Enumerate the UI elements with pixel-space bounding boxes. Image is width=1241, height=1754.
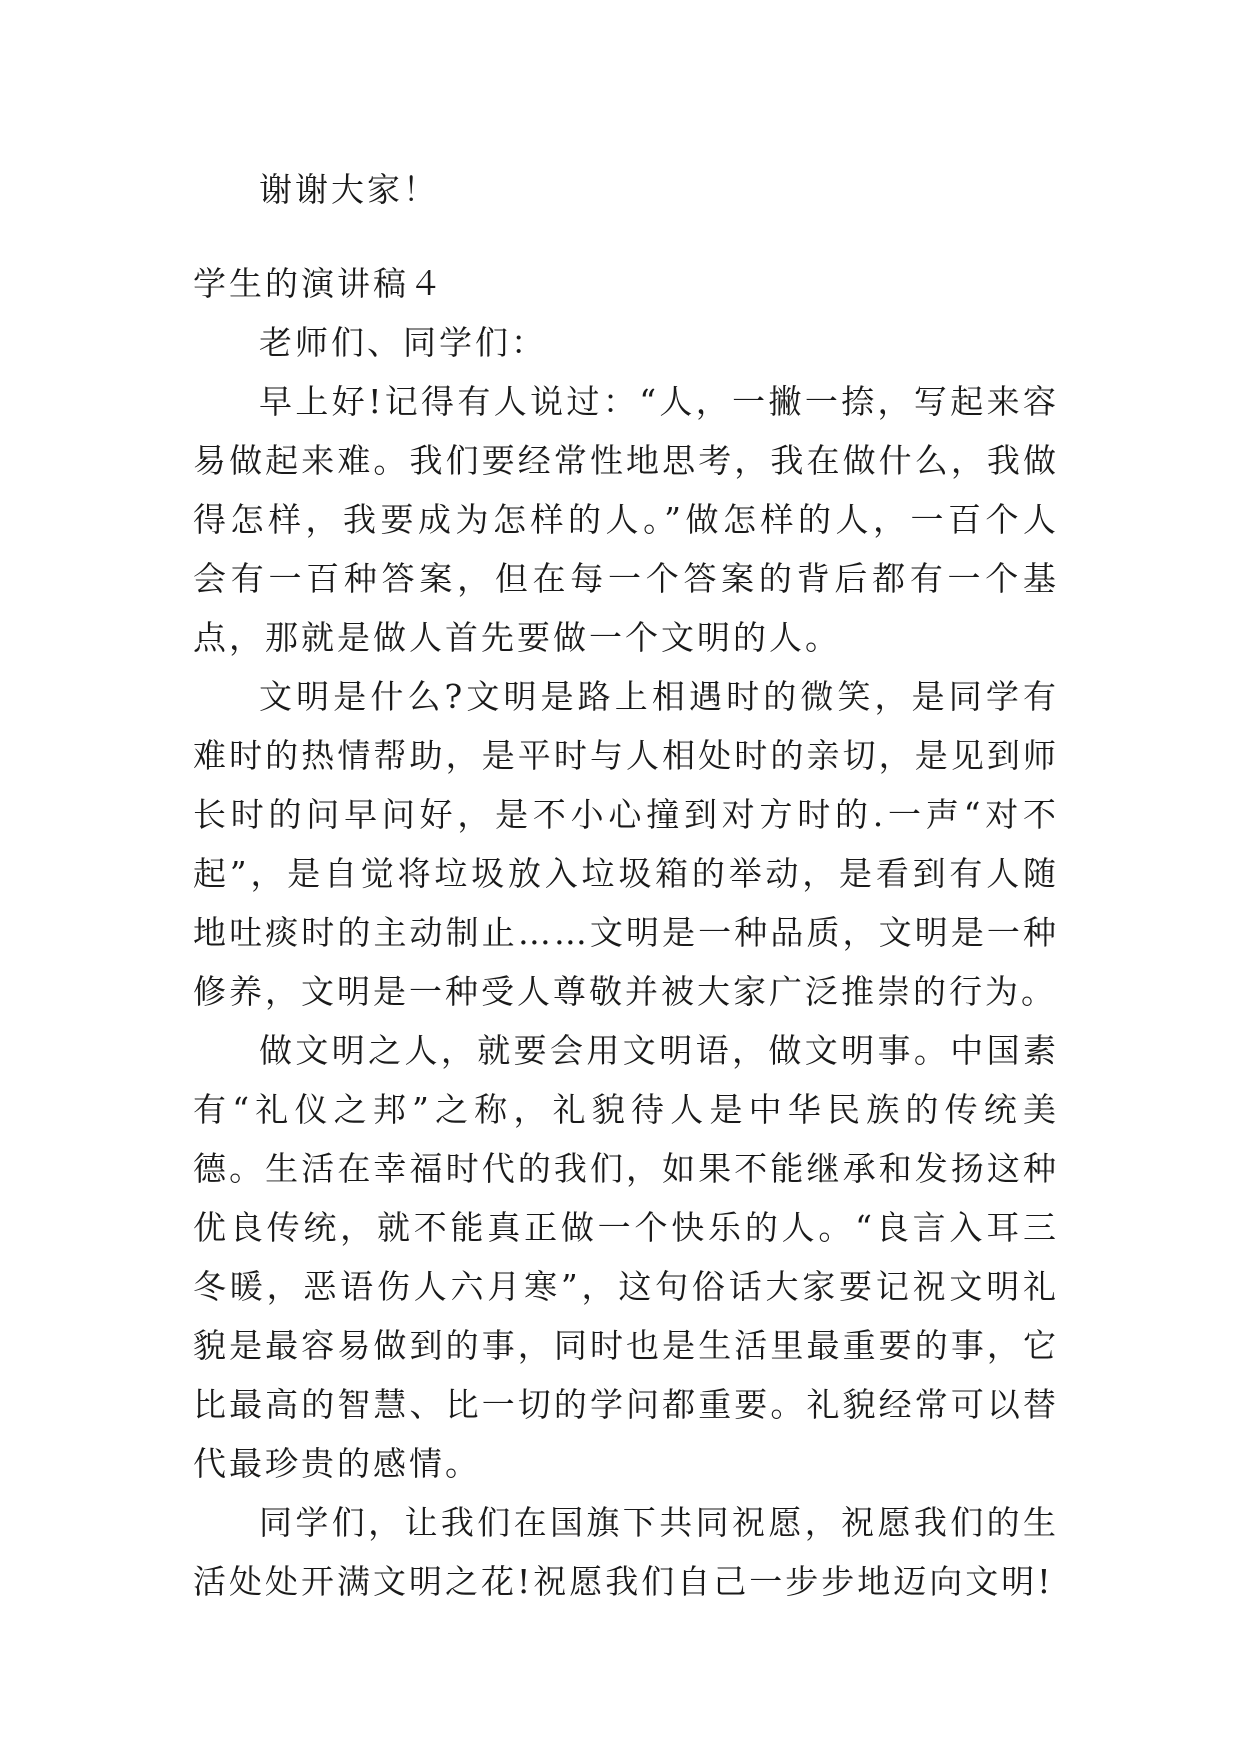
salutation: 老师们、同学们： [259,323,547,362]
closing-line: 谢谢大家！ [259,170,439,209]
paragraph-4: 同学们，让我们在国旗下共同祝愿，祝愿我们的生活处处开满文明之花!祝愿我们自己一步步地迈向文明! [193,1503,1059,1601]
paragraph-1: 早上好!记得有人说过：“人，一撇一捺，写起来容易做起来难。我们要经常性地思考，我在做什么，我做得怎样，我要成为怎样的人。”做怎样的人，一百个人会有一百种答案，但在每一个答案的背后都有一个基点，那就是做人首先要做一个文明的人。 [193,382,1059,657]
paragraph-2: 文明是什么?文明是路上相遇时的微笑，是同学有难时的热情帮助，是平时与人相处时的亲切，是见到师长时的问早问好，是不小心撞到对方时的.一声“对不起”，是自觉将垃圾放入垃圾箱的举动，是看到有人随地吐痰时的主动制止……文明是一种品质，文明是一种修养，文明是一种受人尊敬并被大家广泛推崇的行为。 [193,677,1059,1011]
document-body [193,160,1059,1611]
paragraph-3: 做文明之人，就要会用文明语，做文明事。中国素有“礼仪之邦”之称，礼貌待人是中华民族的传统美德。生活在幸福时代的我们，如果不能继承和发扬这种优良传统，就不能真正做一个快乐的人。“良言入耳三冬暖，恶语伤人六月寒”，这句俗话大家要记祝文明礼貌是最容易做到的事，同时也是生活里最重要的事，它比最高的智慧、比一切的学问都重要。礼貌经常可以替代最珍贵的感情。 [193,1031,1059,1483]
speech-title: 学生的演讲稿４ [193,264,445,303]
